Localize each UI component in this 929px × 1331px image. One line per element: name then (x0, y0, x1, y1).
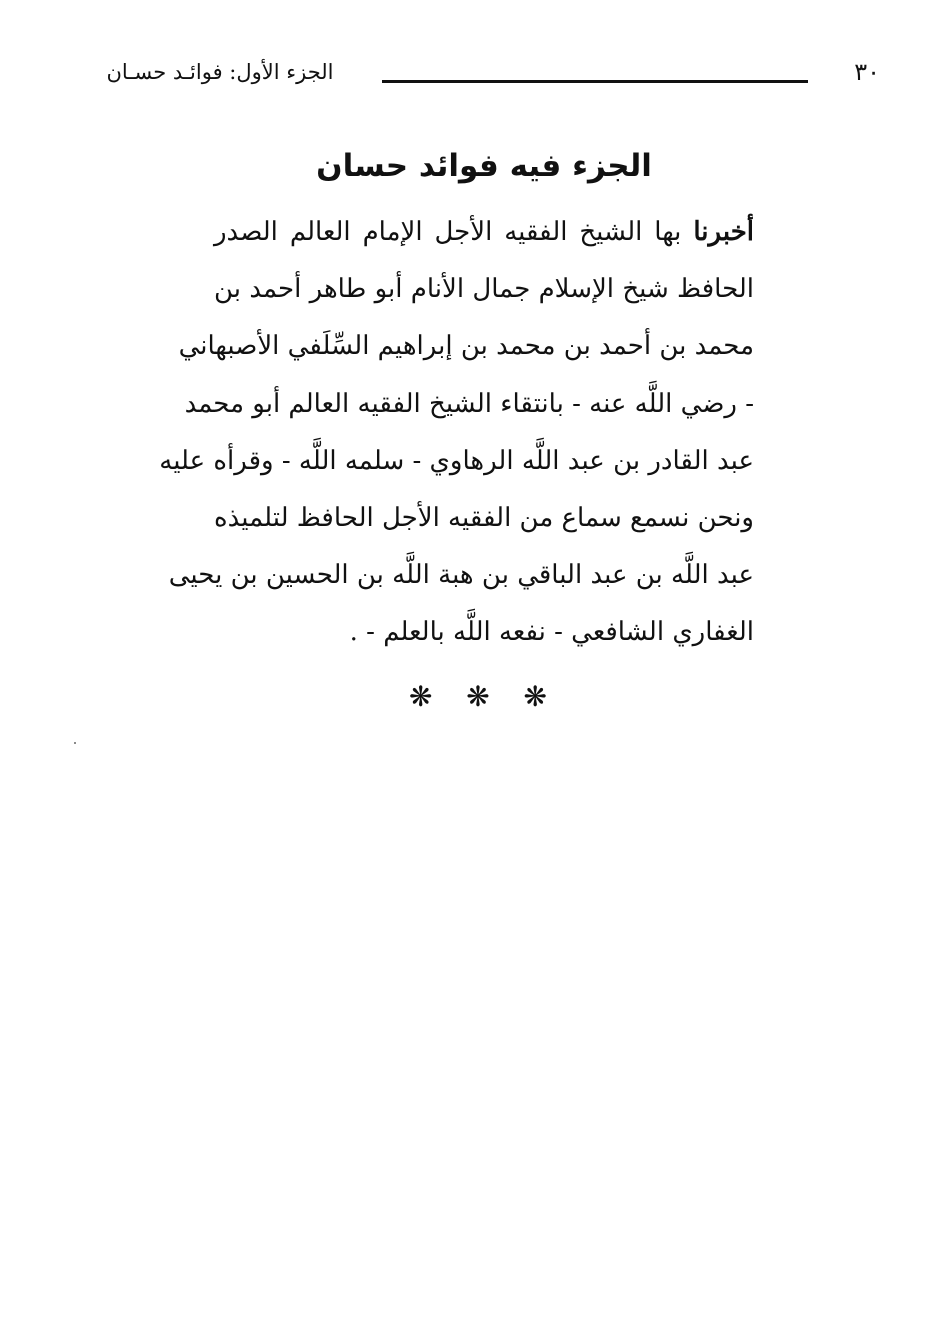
body-line-8: الغفاري الشافعي - نفعه اللَّه بالعلم - . (349, 617, 754, 648)
body-line-1 (214, 204, 754, 261)
body-line-2: الحافظ شيخ الإسلام جمال الأنام أبو طاهر أحمد بن (214, 274, 754, 305)
page-number: ٣٠ (854, 58, 880, 86)
header-rule (382, 80, 808, 83)
body-line-4: - رضي اللَّه عنه - بانتقاء الشيخ الفقيه العالم أبو محمد (184, 388, 754, 419)
body-line-5: عبد القادر بن عبد اللَّه الرهاوي - سلمه اللَّه - وقرأه عليه (159, 445, 754, 476)
body-line-6: ونحن نسمع سماع من الفقيه الأجل الحافظ لتلميذه (213, 502, 754, 533)
chapter-title: الجزء فيه فوائد حسان (316, 148, 652, 184)
body-line-7: عبد اللَّه بن عبد الباقي بن هبة اللَّه بن الحسين بن يحيى (168, 560, 754, 591)
running-head: الجزء الأول: فوائـد حسـان (106, 60, 334, 84)
section-ornament: ❋ ❋ ❋ (409, 680, 559, 713)
body-line-3: محمد بن أحمد بن محمد بن إبراهيم السِّلَفي الأصبهاني (178, 331, 754, 362)
scan-speck (74, 742, 76, 744)
lead-word: أخبرنا (693, 217, 754, 247)
first-line-rest: بها الشيخ الفقيه الأجل الإمام العالم الصدر (214, 217, 694, 247)
body-text (159, 204, 754, 662)
page-header (100, 56, 880, 96)
